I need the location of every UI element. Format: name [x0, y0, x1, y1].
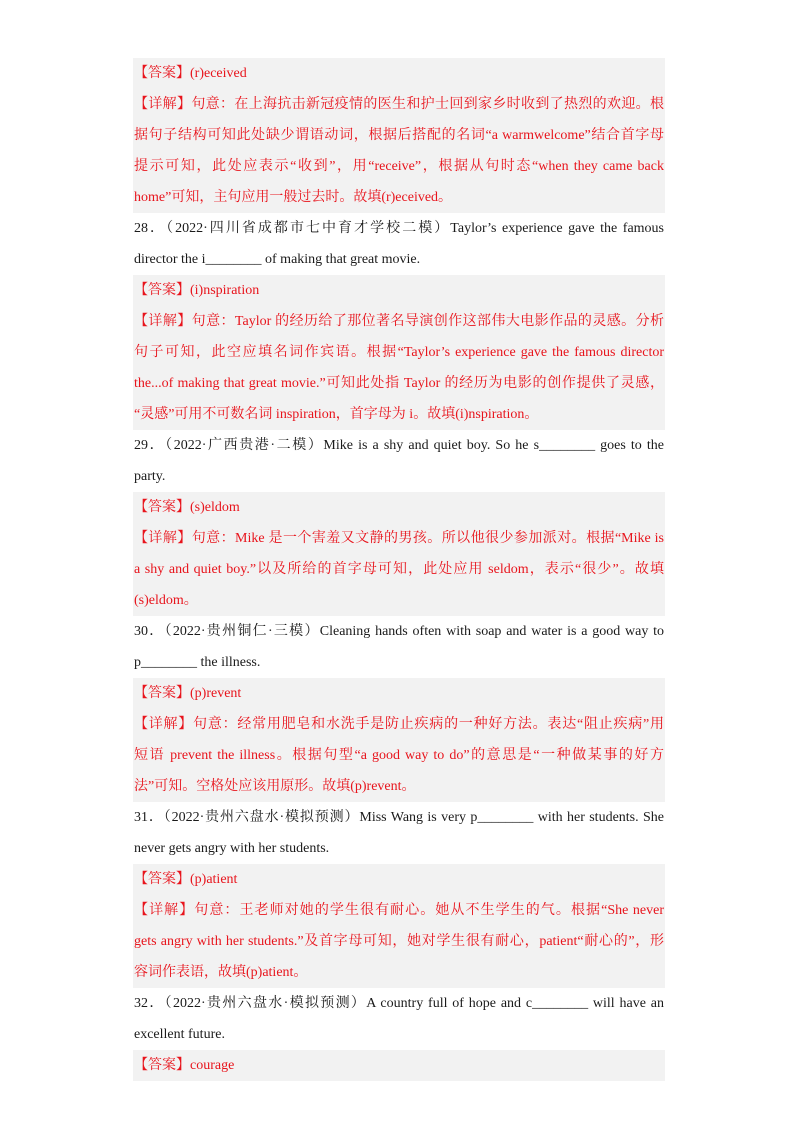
question-line: 32．（2022·贵州六盘水·模拟预测）A country full of hope and c________ will have an [134, 996, 664, 1011]
explanation-line: 句子可知，此空应填名词作宾语。根据“Taylor’s experience gave the famous director [134, 345, 664, 360]
answer-line: 【答案】(p)revent [133, 678, 665, 709]
question-block [133, 616, 665, 678]
explanation-line: “灵感”可用不可数名词 inspiration，首字母为 i。故填(i)nspiration。 [134, 407, 539, 422]
explanation-block [133, 895, 665, 988]
answer-line: 【答案】(s)eldom [133, 492, 665, 523]
question-line: 31．（2022·贵州六盘水·模拟预测）Miss Wang is very p________ with her students. She [134, 810, 664, 825]
explanation-line: 提示可知，此处应表示“收到”，用“receive”，根据从句时态“when they came back [134, 159, 664, 174]
explanation-block [133, 89, 665, 213]
answer-line: 【答案】(r)eceived [133, 58, 665, 89]
question-block [133, 213, 665, 275]
explanation-line: a shy and quiet boy.”以及所给的首字母可知，此处应用 seldom，表示“很少”。故填 [134, 562, 664, 577]
question-line: party. [134, 469, 166, 484]
explanation-line: home”可知，主句应用一般过去时。故填(r)eceived。 [134, 190, 453, 205]
question-block [133, 988, 665, 1050]
explanation-block [133, 306, 665, 430]
explanation-line: 【详解】句意：Mike 是一个害羞又文静的男孩。所以他很少参加派对。根据“Mike is [134, 531, 664, 546]
answer-line: 【答案】(i)nspiration [133, 275, 665, 306]
explanation-line: 【详解】句意：经常用肥皂和水洗手是防止疾病的一种好方法。表达“阻止疾病”用 [134, 717, 664, 732]
explanation-line: 据句子结构可知此处缺少谓语动词，根据后搭配的名词“a warmwelcome”结合首字母 [134, 128, 664, 143]
explanation-block [133, 523, 665, 616]
answer-line: 【答案】(p)atient [133, 864, 665, 895]
answer-line: 【答案】courage [133, 1050, 665, 1081]
document-page [133, 58, 665, 1081]
question-line: 29．（2022·广西贵港·二模）Mike is a shy and quiet boy. So he s________ goes to the [134, 438, 664, 453]
question-line: p________ the illness. [134, 655, 261, 670]
explanation-line: the...of making that great movie.”可知此处指 Taylor 的经历为电影的创作提供了灵感， [134, 376, 664, 391]
explanation-line: 短语 prevent the illness。根据句型“a good way to do”的意思是“一种做某事的好方 [134, 748, 664, 763]
explanation-line: gets angry with her students.”及首字母可知，她对学生很有耐心，patient“耐心的”，形 [134, 934, 664, 949]
question-line: director the i________ of making that great movie. [134, 252, 421, 267]
explanation-line: 【详解】句意：Taylor 的经历给了那位著名导演创作这部伟大电影作品的灵感。分析 [134, 314, 664, 329]
explanation-block [133, 709, 665, 802]
explanation-line: 【详解】句意：在上海抗击新冠疫情的医生和护士回到家乡时收到了热烈的欢迎。根 [134, 97, 664, 112]
question-line: never gets angry with her students. [134, 841, 330, 856]
explanation-line: 容词作表语，故填(p)atient。 [134, 965, 308, 980]
explanation-line: (s)eldom。 [134, 593, 198, 608]
question-line: excellent future. [134, 1027, 225, 1042]
question-line: 30．（2022·贵州铜仁·三模）Cleaning hands often with soap and water is a good way to [134, 624, 664, 639]
explanation-line: 法”可知。空格处应该用原形。故填(p)revent。 [134, 779, 416, 794]
question-block [133, 802, 665, 864]
explanation-line: 【详解】句意：王老师对她的学生很有耐心。她从不生学生的气。根据“She never [134, 903, 664, 918]
question-line: 28．（2022·四川省成都市七中育才学校二模）Taylor’s experience gave the famous [134, 221, 664, 236]
question-block [133, 430, 665, 492]
